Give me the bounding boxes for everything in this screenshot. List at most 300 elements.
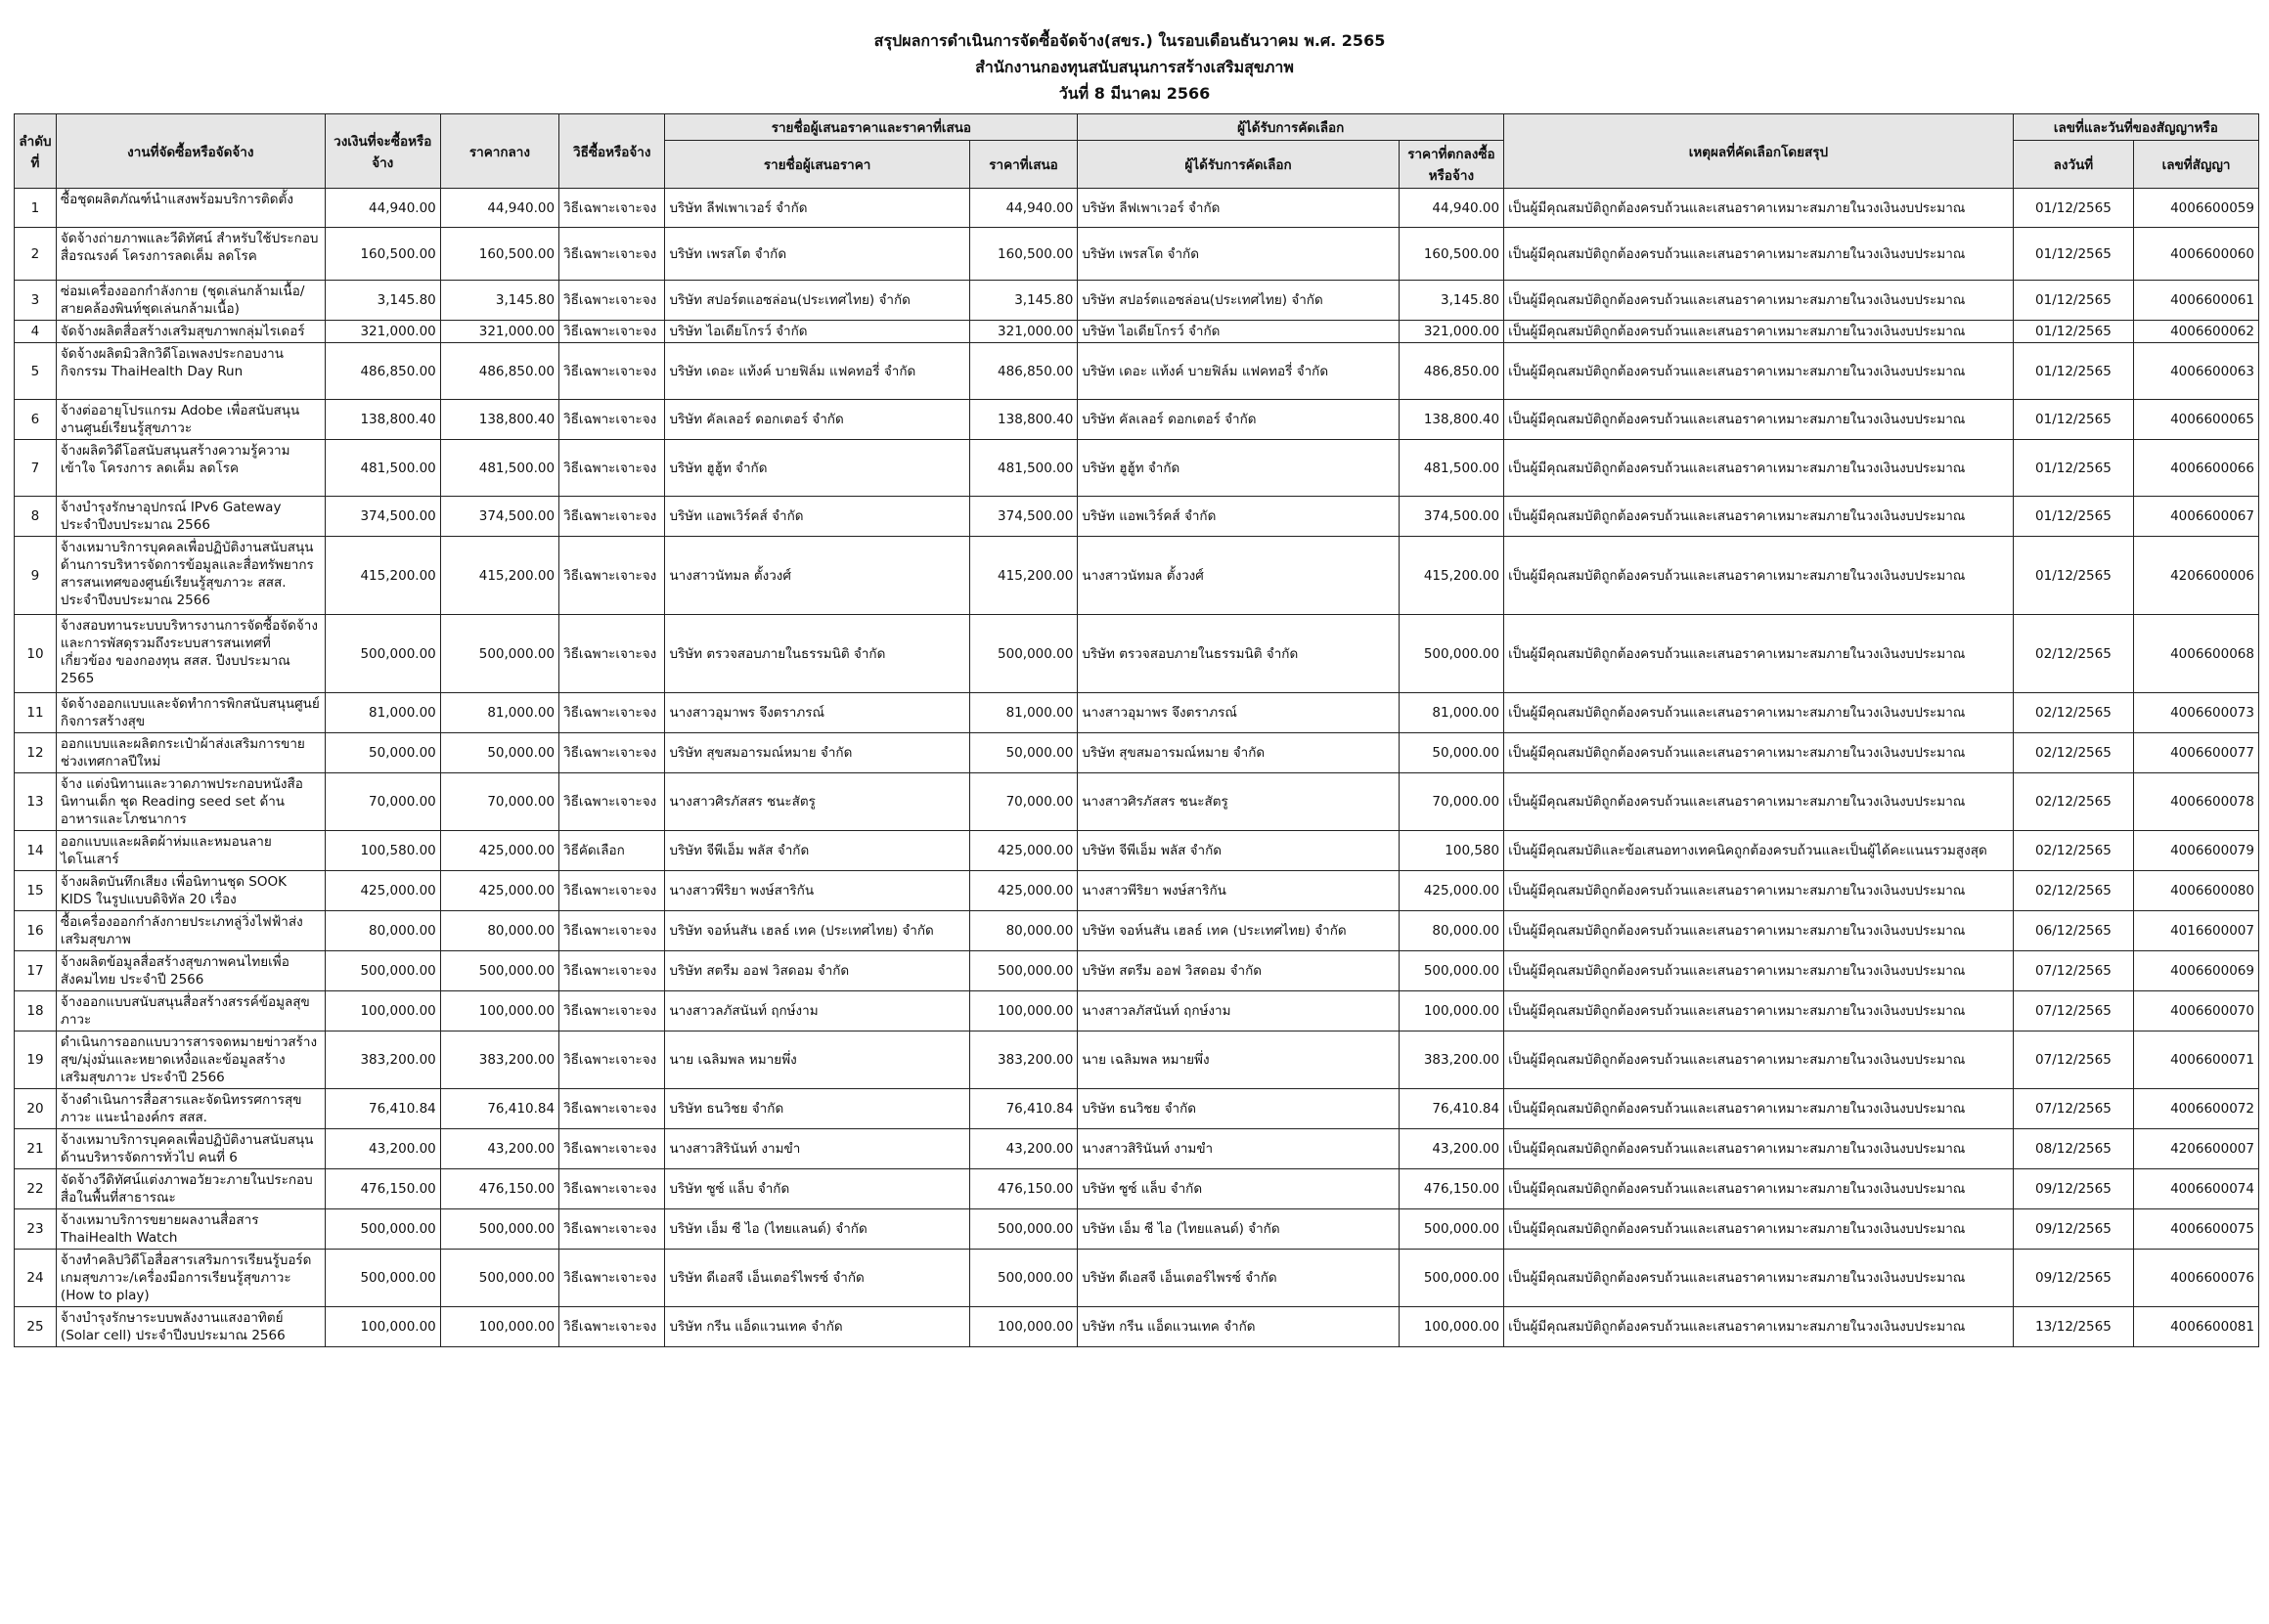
contract-number: 4006600074 — [2134, 1169, 2259, 1209]
contract-date: 09/12/2565 — [2013, 1209, 2133, 1250]
median-price: 486,850.00 — [440, 343, 558, 400]
agreed-price: 481,500.00 — [1399, 440, 1503, 497]
bid-price: 374,500.00 — [969, 497, 1078, 537]
row-number: 6 — [15, 400, 57, 440]
contract-number: 4006600063 — [2134, 343, 2259, 400]
table-row — [15, 228, 2259, 281]
table-row — [15, 189, 2259, 228]
procurement-method: วิธีเฉพาะเจาะจง — [559, 1031, 665, 1089]
procurement-method: วิธีเฉพาะเจาะจง — [559, 228, 665, 281]
median-price: 425,000.00 — [440, 831, 558, 871]
median-price: 76,410.84 — [440, 1089, 558, 1129]
col-header-selected: ผู้ได้รับการคัดเลือก — [1078, 141, 1399, 189]
bid-price: 81,000.00 — [969, 693, 1078, 733]
selected-vendor: นางสาวพีริยา พงษ์สาริกัน — [1078, 871, 1399, 911]
median-price: 50,000.00 — [440, 733, 558, 773]
table-row — [15, 1307, 2259, 1347]
work-description: จ้างเหมาบริการบุคคลเพื่อปฏิบัติงานสนับสนุนด้านการบริหารจัดการข้อมูลและสื่อทรัพยากรสารสนเทศของศูนย์เรียนรู้สุขภาวะ สสส. ประจำปีงบประมาณ 2566 — [56, 537, 325, 615]
agreed-price: 44,940.00 — [1399, 189, 1503, 228]
contract-number: 4006600068 — [2134, 615, 2259, 693]
selection-reason: เป็นผู้มีคุณสมบัติถูกต้องครบถ้วนและเสนอราคาเหมาะสมภายในวงเงินงบประมาณ — [1504, 911, 2014, 951]
selected-vendor: นาย เฉลิมพล หมายพึ่ง — [1078, 1031, 1399, 1089]
work-description: ออกแบบและผลิตกระเป๋าผ้าส่งเสริมการขายช่วงเทศกาลปีใหม่ — [56, 733, 325, 773]
contract-number: 4006600067 — [2134, 497, 2259, 537]
bidder-name: บริษัท เดอะ แท้งค์ บายฟิล์ม แฟคทอรี่ จำกัด — [665, 343, 969, 400]
median-price: 3,145.80 — [440, 281, 558, 321]
bidder-name: บริษัท ลีฟเพาเวอร์ จำกัด — [665, 189, 969, 228]
selected-vendor: บริษัท เดอะ แท้งค์ บายฟิล์ม แฟคทอรี่ จำกัด — [1078, 343, 1399, 400]
row-number: 12 — [15, 733, 57, 773]
selected-vendor: บริษัท เอ็ม ซี ไอ (ไทยแลนด์) จำกัด — [1078, 1209, 1399, 1250]
agreed-price: 80,000.00 — [1399, 911, 1503, 951]
median-price: 500,000.00 — [440, 1209, 558, 1250]
budget-amount: 100,000.00 — [325, 991, 440, 1031]
median-price: 383,200.00 — [440, 1031, 558, 1089]
agreed-price: 486,850.00 — [1399, 343, 1503, 400]
selected-vendor: บริษัท คัลเลอร์ ดอกเตอร์ จำกัด — [1078, 400, 1399, 440]
budget-amount: 100,580.00 — [325, 831, 440, 871]
work-description: ดำเนินการออกแบบวารสารจดหมายข่าวสร้างสุข/มุ่งมั่นและหยาดเหงื่อและข้อมูลสร้างเสริมสุขภาวะ ประจำปี 2566 — [56, 1031, 325, 1089]
contract-number: 4006600077 — [2134, 733, 2259, 773]
median-price: 81,000.00 — [440, 693, 558, 733]
selection-reason: เป็นผู้มีคุณสมบัติถูกต้องครบถ้วนและเสนอราคาเหมาะสมภายในวงเงินงบประมาณ — [1504, 871, 2014, 911]
budget-amount: 481,500.00 — [325, 440, 440, 497]
selection-reason: เป็นผู้มีคุณสมบัติถูกต้องครบถ้วนและเสนอราคาเหมาะสมภายในวงเงินงบประมาณ — [1504, 189, 2014, 228]
contract-date: 02/12/2565 — [2013, 871, 2133, 911]
bid-price: 100,000.00 — [969, 991, 1078, 1031]
col-header-agreed-price: ราคาที่ตกลงซื้อหรือจ้าง — [1399, 141, 1503, 189]
procurement-method: วิธีเฉพาะเจาะจง — [559, 537, 665, 615]
col-group-contract: เลขที่และวันที่ของสัญญาหรือ — [2013, 114, 2258, 141]
selection-reason: เป็นผู้มีคุณสมบัติถูกต้องครบถ้วนและเสนอราคาเหมาะสมภายในวงเงินงบประมาณ — [1504, 1089, 2014, 1129]
contract-number: 4206600007 — [2134, 1129, 2259, 1169]
budget-amount: 425,000.00 — [325, 871, 440, 911]
procurement-method: วิธีเฉพาะเจาะจง — [559, 189, 665, 228]
bidder-name: บริษัท แอพเวิร์คส์ จำกัด — [665, 497, 969, 537]
work-description: จัดจ้างวีดิทัศน์แต่งภาพอวัยวะภายในประกอบสื่อในพื้นที่สาธารณะ — [56, 1169, 325, 1209]
agreed-price: 500,000.00 — [1399, 1209, 1503, 1250]
selected-vendor: บริษัท สตรีม ออฟ วิสดอม จำกัด — [1078, 951, 1399, 991]
table-row — [15, 440, 2259, 497]
col-header-method: วิธีซื้อหรือจ้าง — [559, 114, 665, 189]
budget-amount: 138,800.40 — [325, 400, 440, 440]
budget-amount: 500,000.00 — [325, 615, 440, 693]
bidder-name: บริษัท ตรวจสอบภายในธรรมนิติ จำกัด — [665, 615, 969, 693]
contract-number: 4006600072 — [2134, 1089, 2259, 1129]
bid-price: 425,000.00 — [969, 831, 1078, 871]
contract-number: 4006600080 — [2134, 871, 2259, 911]
bidder-name: บริษัท ซูซ์ แล็บ จำกัด — [665, 1169, 969, 1209]
selected-vendor: บริษัท ตรวจสอบภายในธรรมนิติ จำกัด — [1078, 615, 1399, 693]
bid-price: 415,200.00 — [969, 537, 1078, 615]
selection-reason: เป็นผู้มีคุณสมบัติถูกต้องครบถ้วนและเสนอราคาเหมาะสมภายในวงเงินงบประมาณ — [1504, 991, 2014, 1031]
row-number: 7 — [15, 440, 57, 497]
procurement-method: วิธีเฉพาะเจาะจง — [559, 321, 665, 343]
contract-number: 4006600075 — [2134, 1209, 2259, 1250]
contract-number: 4006600069 — [2134, 951, 2259, 991]
bid-price: 80,000.00 — [969, 911, 1078, 951]
procurement-method: วิธีเฉพาะเจาะจง — [559, 1089, 665, 1129]
col-group-bidders: รายชื่อผู้เสนอราคาและราคาที่เสนอ — [665, 114, 1078, 141]
selection-reason: เป็นผู้มีคุณสมบัติถูกต้องครบถ้วนและเสนอราคาเหมาะสมภายในวงเงินงบประมาณ — [1504, 440, 2014, 497]
median-price: 500,000.00 — [440, 1250, 558, 1307]
agreed-price: 500,000.00 — [1399, 951, 1503, 991]
agreed-price: 500,000.00 — [1399, 615, 1503, 693]
contract-date: 07/12/2565 — [2013, 1089, 2133, 1129]
work-description: จัดจ้างออกแบบและจัดทำการพิกสนับสนุนศูนย์กิจการสร้างสุข — [56, 693, 325, 733]
procurement-method: วิธีเฉพาะเจาะจง — [559, 871, 665, 911]
selected-vendor: บริษัท ดีเอสจี เอ็นเตอร์ไพรซ์ จำกัด — [1078, 1250, 1399, 1307]
contract-date: 02/12/2565 — [2013, 615, 2133, 693]
table-row — [15, 1209, 2259, 1250]
table-row — [15, 1169, 2259, 1209]
work-description: ซื้อชุดผลิตภัณฑ์นำแสงพร้อมบริการติดตั้ง — [56, 189, 325, 228]
procurement-method: วิธีเฉพาะเจาะจง — [559, 693, 665, 733]
selection-reason: เป็นผู้มีคุณสมบัติถูกต้องครบถ้วนและเสนอราคาเหมาะสมภายในวงเงินงบประมาณ — [1504, 537, 2014, 615]
row-number: 3 — [15, 281, 57, 321]
bidder-name: บริษัท เอ็ม ซี ไอ (ไทยแลนด์) จำกัด — [665, 1209, 969, 1250]
procurement-method: วิธีเฉพาะเจาะจง — [559, 733, 665, 773]
budget-amount: 374,500.00 — [325, 497, 440, 537]
col-group-selected: ผู้ได้รับการคัดเลือก — [1078, 114, 1504, 141]
col-header-no: ลำดับที่ — [15, 114, 57, 189]
selected-vendor: นางสาวอุมาพร จึงตราภรณ์ — [1078, 693, 1399, 733]
row-number: 15 — [15, 871, 57, 911]
contract-number: 4006600066 — [2134, 440, 2259, 497]
bidder-name: บริษัท คัลเลอร์ ดอกเตอร์ จำกัด — [665, 400, 969, 440]
bid-price: 321,000.00 — [969, 321, 1078, 343]
bidder-name: บริษัท สุขสมอารมณ์หมาย จำกัด — [665, 733, 969, 773]
selected-vendor: บริษัท จีพีเอ็ม พลัส จำกัด — [1078, 831, 1399, 871]
work-description: จัดจ้างถ่ายภาพและวีดิทัศน์ สำหรับใช้ประกอบสื่อรณรงค์ โครงการลดเค็ม ลดโรค — [56, 228, 325, 281]
selection-reason: เป็นผู้มีคุณสมบัติถูกต้องครบถ้วนและเสนอราคาเหมาะสมภายในวงเงินงบประมาณ — [1504, 497, 2014, 537]
selected-vendor: บริษัท สปอร์ตแอซล่อน(ประเทศไทย) จำกัด — [1078, 281, 1399, 321]
bid-price: 481,500.00 — [969, 440, 1078, 497]
col-header-date: ลงวันที่ — [2013, 141, 2133, 189]
table-row — [15, 497, 2259, 537]
agreed-price: 425,000.00 — [1399, 871, 1503, 911]
row-number: 8 — [15, 497, 57, 537]
agreed-price: 383,200.00 — [1399, 1031, 1503, 1089]
work-description: จ้างดำเนินการสื่อสารและจัดนิทรรศการสุขภาวะ แนะนำองค์กร สสส. — [56, 1089, 325, 1129]
col-header-median-price: ราคากลาง — [440, 114, 558, 189]
median-price: 476,150.00 — [440, 1169, 558, 1209]
budget-amount: 76,410.84 — [325, 1089, 440, 1129]
row-number: 19 — [15, 1031, 57, 1089]
selection-reason: เป็นผู้มีคุณสมบัติถูกต้องครบถ้วนและเสนอราคาเหมาะสมภายในวงเงินงบประมาณ — [1504, 343, 2014, 400]
selected-vendor: บริษัท จอห์นสัน เฮลธ์ เทค (ประเทศไทย) จำกัด — [1078, 911, 1399, 951]
budget-amount: 70,000.00 — [325, 773, 440, 831]
col-header-reason: เหตุผลที่คัดเลือกโดยสรุป — [1504, 114, 2014, 189]
row-number: 4 — [15, 321, 57, 343]
budget-amount: 80,000.00 — [325, 911, 440, 951]
contract-number: 4006600065 — [2134, 400, 2259, 440]
budget-amount: 81,000.00 — [325, 693, 440, 733]
selection-reason: เป็นผู้มีคุณสมบัติถูกต้องครบถ้วนและเสนอราคาเหมาะสมภายในวงเงินงบประมาณ — [1504, 228, 2014, 281]
selection-reason: เป็นผู้มีคุณสมบัติถูกต้องครบถ้วนและเสนอราคาเหมาะสมภายในวงเงินงบประมาณ — [1504, 281, 2014, 321]
median-price: 500,000.00 — [440, 615, 558, 693]
work-description: จัดจ้างผลิตสื่อสร้างเสริมสุขภาพกลุ่มไรเดอร์ — [56, 321, 325, 343]
work-description: ซ่อมเครื่องออกกำลังกาย (ชุดเล่นกล้ามเนื้อ/สายคล้องพินท์ชุดเล่นกล้ามเนื้อ) — [56, 281, 325, 321]
median-price: 481,500.00 — [440, 440, 558, 497]
budget-amount: 500,000.00 — [325, 1250, 440, 1307]
selected-vendor: บริษัท ฮูฮู้ท จำกัด — [1078, 440, 1399, 497]
selected-vendor: บริษัท เพรสโต จำกัด — [1078, 228, 1399, 281]
budget-amount: 44,940.00 — [325, 189, 440, 228]
contract-date: 09/12/2565 — [2013, 1169, 2133, 1209]
row-number: 24 — [15, 1250, 57, 1307]
selected-vendor: นางสาวนัทมล ตั้งวงศ์ — [1078, 537, 1399, 615]
row-number: 2 — [15, 228, 57, 281]
document-header — [0, 27, 2269, 107]
row-number: 13 — [15, 773, 57, 831]
work-description: จ้างเหมาบริการบุคคลเพื่อปฏิบัติงานสนับสนุนด้านบริหารจัดการทั่วไป คนที่ 6 — [56, 1129, 325, 1169]
contract-date: 01/12/2565 — [2013, 497, 2133, 537]
procurement-table — [14, 113, 2259, 1347]
col-header-bid-price: ราคาที่เสนอ — [969, 141, 1078, 189]
procurement-method: วิธีเฉพาะเจาะจง — [559, 1250, 665, 1307]
budget-amount: 50,000.00 — [325, 733, 440, 773]
median-price: 160,500.00 — [440, 228, 558, 281]
budget-amount: 160,500.00 — [325, 228, 440, 281]
median-price: 321,000.00 — [440, 321, 558, 343]
row-number: 25 — [15, 1307, 57, 1347]
contract-number: 4006600081 — [2134, 1307, 2259, 1347]
selection-reason: เป็นผู้มีคุณสมบัติถูกต้องครบถ้วนและเสนอราคาเหมาะสมภายในวงเงินงบประมาณ — [1504, 733, 2014, 773]
contract-number: 4006600071 — [2134, 1031, 2259, 1089]
budget-amount: 3,145.80 — [325, 281, 440, 321]
contract-date: 01/12/2565 — [2013, 440, 2133, 497]
bidder-name: นางสาวสิรินันท์ งามขำ — [665, 1129, 969, 1169]
row-number: 14 — [15, 831, 57, 871]
median-price: 138,800.40 — [440, 400, 558, 440]
table-row — [15, 400, 2259, 440]
contract-number: 4006600078 — [2134, 773, 2259, 831]
table-row — [15, 281, 2259, 321]
bidder-name: นาย เฉลิมพล หมายพึ่ง — [665, 1031, 969, 1089]
col-header-bidder: รายชื่อผู้เสนอราคา — [665, 141, 969, 189]
work-description: จ้างทำคลิปวิดีโอสื่อสารเสริมการเรียนรู้บอร์ดเกมสุขภาวะ/เครื่องมือการเรียนรู้สุขภาวะ (How to play) — [56, 1250, 325, 1307]
agreed-price: 415,200.00 — [1399, 537, 1503, 615]
bid-price: 3,145.80 — [969, 281, 1078, 321]
agreed-price: 3,145.80 — [1399, 281, 1503, 321]
row-number: 5 — [15, 343, 57, 400]
agreed-price: 500,000.00 — [1399, 1250, 1503, 1307]
work-description: จ้าง แต่งนิทานและวาดภาพประกอบหนังสือนิทานเด็ก ชุด Reading seed set ด้านอาหารและโภชนาการ — [56, 773, 325, 831]
col-header-work: งานที่จัดซื้อหรือจัดจ้าง — [56, 114, 325, 189]
contract-date: 01/12/2565 — [2013, 321, 2133, 343]
agreed-price: 100,000.00 — [1399, 991, 1503, 1031]
agreed-price: 70,000.00 — [1399, 773, 1503, 831]
bid-price: 138,800.40 — [969, 400, 1078, 440]
procurement-method: วิธีเฉพาะเจาะจง — [559, 911, 665, 951]
agreed-price: 43,200.00 — [1399, 1129, 1503, 1169]
work-description: จ้างบำรุงรักษาอุปกรณ์ IPv6 Gateway ประจำปีงบประมาณ 2566 — [56, 497, 325, 537]
bidder-name: บริษัท จีพีเอ็ม พลัส จำกัด — [665, 831, 969, 871]
row-number: 22 — [15, 1169, 57, 1209]
table-row — [15, 911, 2259, 951]
row-number: 11 — [15, 693, 57, 733]
procurement-method: วิธีเฉพาะเจาะจง — [559, 343, 665, 400]
work-description: จ้างเหมาบริการขยายผลงานสื่อสาร ThaiHealth Watch — [56, 1209, 325, 1250]
row-number: 16 — [15, 911, 57, 951]
contract-date: 01/12/2565 — [2013, 228, 2133, 281]
bid-price: 425,000.00 — [969, 871, 1078, 911]
work-description: จ้างผลิตข้อมูลสื่อสร้างสุขภาพคนไทยเพื่อสังคมไทย ประจำปี 2566 — [56, 951, 325, 991]
contract-number: 4006600060 — [2134, 228, 2259, 281]
agreed-price: 160,500.00 — [1399, 228, 1503, 281]
agreed-price: 476,150.00 — [1399, 1169, 1503, 1209]
median-price: 44,940.00 — [440, 189, 558, 228]
selected-vendor: บริษัท ลีฟเพาเวอร์ จำกัด — [1078, 189, 1399, 228]
contract-number: 4006600070 — [2134, 991, 2259, 1031]
contract-number: 4016600007 — [2134, 911, 2259, 951]
median-price: 80,000.00 — [440, 911, 558, 951]
contract-number: 4006600061 — [2134, 281, 2259, 321]
bidder-name: นางสาวลภัสนันท์ ฤกษ์งาม — [665, 991, 969, 1031]
row-number: 10 — [15, 615, 57, 693]
bid-price: 50,000.00 — [969, 733, 1078, 773]
bidder-name: นางสาวพีริยา พงษ์สาริกัน — [665, 871, 969, 911]
agreed-price: 138,800.40 — [1399, 400, 1503, 440]
procurement-method: วิธีเฉพาะเจาะจง — [559, 1129, 665, 1169]
bid-price: 486,850.00 — [969, 343, 1078, 400]
budget-amount: 100,000.00 — [325, 1307, 440, 1347]
contract-number: 4006600073 — [2134, 693, 2259, 733]
bid-price: 500,000.00 — [969, 1250, 1078, 1307]
selection-reason: เป็นผู้มีคุณสมบัติถูกต้องครบถ้วนและเสนอราคาเหมาะสมภายในวงเงินงบประมาณ — [1504, 1209, 2014, 1250]
contract-number: 4206600006 — [2134, 537, 2259, 615]
procurement-method: วิธีเฉพาะเจาะจง — [559, 1169, 665, 1209]
bidder-name: บริษัท ธนวิชย จำกัด — [665, 1089, 969, 1129]
document-subtitle-agency: สำนักงานกองทุนสนับสนุนการสร้างเสริมสุขภาพ — [975, 58, 1294, 76]
row-number: 21 — [15, 1129, 57, 1169]
bid-price: 100,000.00 — [969, 1307, 1078, 1347]
median-price: 425,000.00 — [440, 871, 558, 911]
bid-price: 500,000.00 — [969, 615, 1078, 693]
selection-reason: เป็นผู้มีคุณสมบัติถูกต้องครบถ้วนและเสนอราคาเหมาะสมภายในวงเงินงบประมาณ — [1504, 1031, 2014, 1089]
selection-reason: เป็นผู้มีคุณสมบัติถูกต้องครบถ้วนและเสนอราคาเหมาะสมภายในวงเงินงบประมาณ — [1504, 951, 2014, 991]
bid-price: 500,000.00 — [969, 951, 1078, 991]
selection-reason: เป็นผู้มีคุณสมบัติถูกต้องครบถ้วนและเสนอราคาเหมาะสมภายในวงเงินงบประมาณ — [1504, 1169, 2014, 1209]
table-row — [15, 321, 2259, 343]
work-description: จ้างต่ออายุโปรแกรม Adobe เพื่อสนับสนุนงานศูนย์เรียนรู้สุขภาวะ — [56, 400, 325, 440]
row-number: 17 — [15, 951, 57, 991]
work-description: จ้างผลิตบันทึกเสียง เพื่อนิทานชุด SOOK KIDS ในรูปแบบดิจิทัล 20 เรื่อง — [56, 871, 325, 911]
table-row — [15, 537, 2259, 615]
selection-reason: เป็นผู้มีคุณสมบัติถูกต้องครบถ้วนและเสนอราคาเหมาะสมภายในวงเงินงบประมาณ — [1504, 693, 2014, 733]
selection-reason: เป็นผู้มีคุณสมบัติถูกต้องครบถ้วนและเสนอราคาเหมาะสมภายในวงเงินงบประมาณ — [1504, 400, 2014, 440]
work-description: ซื้อเครื่องออกกำลังกายประเภทลู่วิ่งไฟฟ้าส่งเสริมสุขภาพ — [56, 911, 325, 951]
selection-reason: เป็นผู้มีคุณสมบัติถูกต้องครบถ้วนและเสนอราคาเหมาะสมภายในวงเงินงบประมาณ — [1504, 1307, 2014, 1347]
procurement-method: วิธีเฉพาะเจาะจง — [559, 1209, 665, 1250]
bidder-name: บริษัท กรีน แอ็ดแวนเทค จำกัด — [665, 1307, 969, 1347]
document-title: สรุปผลการดำเนินการจัดซื้อจัดจ้าง(สขร.) ในรอบเดือนธันวาคม พ.ศ. 2565 — [873, 31, 1386, 50]
budget-amount: 43,200.00 — [325, 1129, 440, 1169]
bid-price: 383,200.00 — [969, 1031, 1078, 1089]
procurement-method: วิธีเฉพาะเจาะจง — [559, 440, 665, 497]
bid-price: 76,410.84 — [969, 1089, 1078, 1129]
contract-date: 01/12/2565 — [2013, 189, 2133, 228]
bid-price: 476,150.00 — [969, 1169, 1078, 1209]
row-number: 18 — [15, 991, 57, 1031]
contract-date: 07/12/2565 — [2013, 951, 2133, 991]
work-description: จ้างผลิตวิดีโอสนับสนุนสร้างความรู้ความเข้าใจ โครงการ ลดเค็ม ลดโรค — [56, 440, 325, 497]
contract-date: 08/12/2565 — [2013, 1129, 2133, 1169]
contract-date: 01/12/2565 — [2013, 343, 2133, 400]
agreed-price: 81,000.00 — [1399, 693, 1503, 733]
table-row — [15, 991, 2259, 1031]
contract-date: 07/12/2565 — [2013, 1031, 2133, 1089]
bidder-name: บริษัท สปอร์ตแอซล่อน(ประเทศไทย) จำกัด — [665, 281, 969, 321]
contract-date: 07/12/2565 — [2013, 991, 2133, 1031]
procurement-method: วิธีคัดเลือก — [559, 831, 665, 871]
work-description: ออกแบบและผลิตผ้าห่มและหมอนลายไดโนเสาร์ — [56, 831, 325, 871]
row-number: 1 — [15, 189, 57, 228]
budget-amount: 383,200.00 — [325, 1031, 440, 1089]
selected-vendor: นางสาวศิรภัสสร ชนะสัตรู — [1078, 773, 1399, 831]
contract-number: 4006600059 — [2134, 189, 2259, 228]
work-description: จ้างบำรุงรักษาระบบพลังงานแสงอาทิตย์ (Solar cell) ประจำปีงบประมาณ 2566 — [56, 1307, 325, 1347]
table-row — [15, 343, 2259, 400]
selected-vendor: นางสาวลภัสนันท์ ฤกษ์งาม — [1078, 991, 1399, 1031]
bid-price: 160,500.00 — [969, 228, 1078, 281]
bidder-name: บริษัท ไอเดียโกรว์ จำกัด — [665, 321, 969, 343]
agreed-price: 374,500.00 — [1399, 497, 1503, 537]
table-row — [15, 733, 2259, 773]
work-description: จัดจ้างผลิตมิวสิกวิดีโอเพลงประกอบงานกิจกรรม ThaiHealth Day Run — [56, 343, 325, 400]
contract-date: 09/12/2565 — [2013, 1250, 2133, 1307]
document-date: วันที่ 8 มีนาคม 2566 — [1058, 84, 1211, 103]
bid-price: 70,000.00 — [969, 773, 1078, 831]
contract-date: 01/12/2565 — [2013, 400, 2133, 440]
col-header-contract-no: เลขที่สัญญา — [2134, 141, 2259, 189]
procurement-method: วิธีเฉพาะเจาะจง — [559, 400, 665, 440]
table-row — [15, 871, 2259, 911]
contract-date: 02/12/2565 — [2013, 831, 2133, 871]
selected-vendor: นางสาวสิรินันท์ งามขำ — [1078, 1129, 1399, 1169]
bidder-name: บริษัท ดีเอสจี เอ็นเตอร์ไพรซ์ จำกัด — [665, 1250, 969, 1307]
contract-number: 4006600062 — [2134, 321, 2259, 343]
budget-amount: 500,000.00 — [325, 1209, 440, 1250]
median-price: 100,000.00 — [440, 1307, 558, 1347]
selected-vendor: บริษัท ไอเดียโกรว์ จำกัด — [1078, 321, 1399, 343]
agreed-price: 321,000.00 — [1399, 321, 1503, 343]
table-row — [15, 1129, 2259, 1169]
budget-amount: 415,200.00 — [325, 537, 440, 615]
selection-reason: เป็นผู้มีคุณสมบัติถูกต้องครบถ้วนและเสนอราคาเหมาะสมภายในวงเงินงบประมาณ — [1504, 1129, 2014, 1169]
bidder-name: บริษัท จอห์นสัน เฮลธ์ เทค (ประเทศไทย) จำกัด — [665, 911, 969, 951]
table-row — [15, 1089, 2259, 1129]
bidder-name: บริษัท ฮูฮู้ท จำกัด — [665, 440, 969, 497]
procurement-method: วิธีเฉพาะเจาะจง — [559, 951, 665, 991]
table-row — [15, 951, 2259, 991]
selection-reason: เป็นผู้มีคุณสมบัติและข้อเสนอทางเทคนิคถูกต้องครบถ้วนและเป็นผู้ได้คะแนนรวมสูงสุด — [1504, 831, 2014, 871]
selection-reason: เป็นผู้มีคุณสมบัติถูกต้องครบถ้วนและเสนอราคาเหมาะสมภายในวงเงินงบประมาณ — [1504, 773, 2014, 831]
procurement-method: วิธีเฉพาะเจาะจง — [559, 281, 665, 321]
selection-reason: เป็นผู้มีคุณสมบัติถูกต้องครบถ้วนและเสนอราคาเหมาะสมภายในวงเงินงบประมาณ — [1504, 321, 2014, 343]
procurement-method: วิธีเฉพาะเจาะจง — [559, 1307, 665, 1347]
median-price: 43,200.00 — [440, 1129, 558, 1169]
table-row — [15, 693, 2259, 733]
median-price: 100,000.00 — [440, 991, 558, 1031]
median-price: 374,500.00 — [440, 497, 558, 537]
work-description: จ้างออกแบบสนับสนุนสื่อสร้างสรรค์ข้อมูลสุขภาวะ — [56, 991, 325, 1031]
table-row — [15, 1031, 2259, 1089]
contract-date: 06/12/2565 — [2013, 911, 2133, 951]
bid-price: 43,200.00 — [969, 1129, 1078, 1169]
agreed-price: 50,000.00 — [1399, 733, 1503, 773]
